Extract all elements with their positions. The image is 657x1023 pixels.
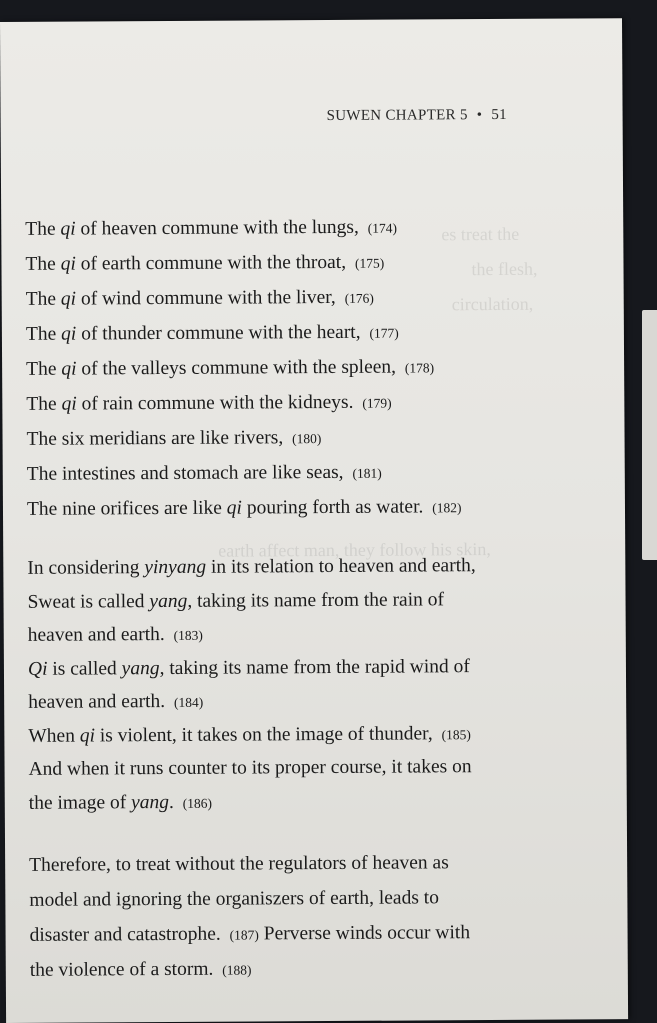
text-segment: yang <box>131 791 170 813</box>
text-segment: qi <box>61 393 77 415</box>
text-segment: heaven and earth. <box>28 690 171 713</box>
text-segment: The <box>25 323 62 345</box>
text-line <box>28 649 588 686</box>
line-number: (186) <box>182 795 213 811</box>
text-segment: The intestines and stomach are like seas, <box>26 461 349 485</box>
text-segment: is called <box>47 657 122 680</box>
text-segment: qi <box>79 724 96 747</box>
text-segment: qi <box>60 218 76 240</box>
next-page-edge <box>642 310 657 560</box>
line-number: (185) <box>441 726 471 742</box>
line-number: (176) <box>344 290 374 306</box>
bleed-through-text: earth affect man, they follow his skin, <box>218 539 491 561</box>
stanza-2 <box>27 548 589 819</box>
book-page <box>0 18 628 1023</box>
bleed-through-text: circulation, <box>451 293 534 315</box>
line-number: (182) <box>432 500 462 516</box>
stanza-1 <box>25 208 587 526</box>
text-segment: qi <box>60 253 76 275</box>
text-segment: Qi <box>27 658 48 680</box>
text-segment: The <box>25 218 61 240</box>
line-number: (184) <box>173 694 204 710</box>
text-segment: The six meridians are like rivers, <box>26 427 289 450</box>
bleed-through-text: es treat the <box>441 223 520 245</box>
bleed-through-text: the flesh, <box>471 258 538 280</box>
text-line <box>26 313 586 351</box>
text-segment: qi <box>61 323 77 345</box>
text-segment: Perverse winds occur with <box>258 922 471 945</box>
page-number: 51 <box>491 106 507 124</box>
text-segment: In considering <box>27 557 145 579</box>
text-line <box>30 949 590 987</box>
text-segment: qi <box>61 358 77 380</box>
text-segment: The <box>25 288 61 310</box>
text-line <box>26 278 586 316</box>
line-number: (175) <box>354 255 385 271</box>
text-segment: yang <box>149 590 188 612</box>
text-line <box>28 682 588 719</box>
text-line <box>26 418 586 456</box>
text-segment: Therefore, to treat without the regulators of heaven as <box>29 852 449 876</box>
text-segment: , taking its name from the rapid wind of <box>159 655 470 679</box>
text-line <box>29 879 589 917</box>
text-segment: The nine orifices are like <box>26 497 227 520</box>
text-line <box>29 914 589 952</box>
text-line <box>27 453 587 491</box>
body-text <box>25 208 590 987</box>
text-segment: The <box>25 253 61 275</box>
text-line <box>26 383 586 421</box>
text-segment: is violent, it takes on the image of thunder, <box>94 722 438 746</box>
text-line <box>25 243 585 281</box>
running-head <box>327 107 507 125</box>
line-number: (180) <box>292 431 322 447</box>
text-segment: of wind commune with the liver, <box>76 286 341 310</box>
separator-dot: • <box>476 107 483 124</box>
text-segment: model and ignoring the organiszers of earth, leads to <box>29 887 440 911</box>
text-segment: in its relation to heaven and earth, <box>205 555 476 578</box>
text-segment: The <box>26 358 62 380</box>
text-line <box>28 716 588 753</box>
text-line <box>29 844 589 882</box>
text-line <box>25 208 585 246</box>
text-line <box>29 783 589 820</box>
text-segment: Sweat is called <box>27 590 150 613</box>
line-number: (183) <box>173 627 203 643</box>
text-segment: And when it runs counter to its proper course, it takes on <box>28 756 472 780</box>
text-line <box>27 548 587 585</box>
text-line <box>28 615 588 652</box>
text-segment: of the valleys commune with the spleen, <box>76 356 401 380</box>
text-segment: yinyang <box>144 556 207 579</box>
text-line <box>28 749 588 786</box>
line-number: (187) <box>229 927 259 943</box>
line-number: (174) <box>367 220 398 236</box>
text-segment: the violence of a storm. <box>29 958 219 981</box>
text-segment: disaster and catastrophe. <box>29 923 226 946</box>
text-segment: . <box>168 791 179 813</box>
line-number: (177) <box>369 325 399 341</box>
text-segment: of thunder commune with the heart, <box>76 321 366 345</box>
text-segment: of earth commune with the throat, <box>75 251 352 275</box>
text-segment: When <box>28 725 80 747</box>
text-segment: heaven and earth. <box>27 623 170 646</box>
text-segment: the image of <box>28 791 132 814</box>
text-segment: qi <box>60 288 77 310</box>
text-line <box>27 582 587 619</box>
text-segment: of heaven commune with the lungs, <box>75 216 364 240</box>
stanza-3 <box>29 844 590 987</box>
line-number: (181) <box>352 465 382 481</box>
line-number: (178) <box>404 360 435 376</box>
text-line <box>27 488 587 526</box>
text-segment: , taking its name from the rain of <box>187 588 445 612</box>
line-number: (179) <box>362 395 392 411</box>
text-segment: qi <box>226 497 242 519</box>
text-segment: The <box>26 393 62 415</box>
text-segment: pouring forth as water. <box>241 496 429 519</box>
text-line <box>26 348 586 386</box>
text-segment: of rain commune with the kidneys. <box>76 391 359 415</box>
text-segment: yang <box>121 657 160 679</box>
line-number: (188) <box>222 962 252 978</box>
chapter-title: SUWEN CHAPTER 5 <box>326 107 468 125</box>
